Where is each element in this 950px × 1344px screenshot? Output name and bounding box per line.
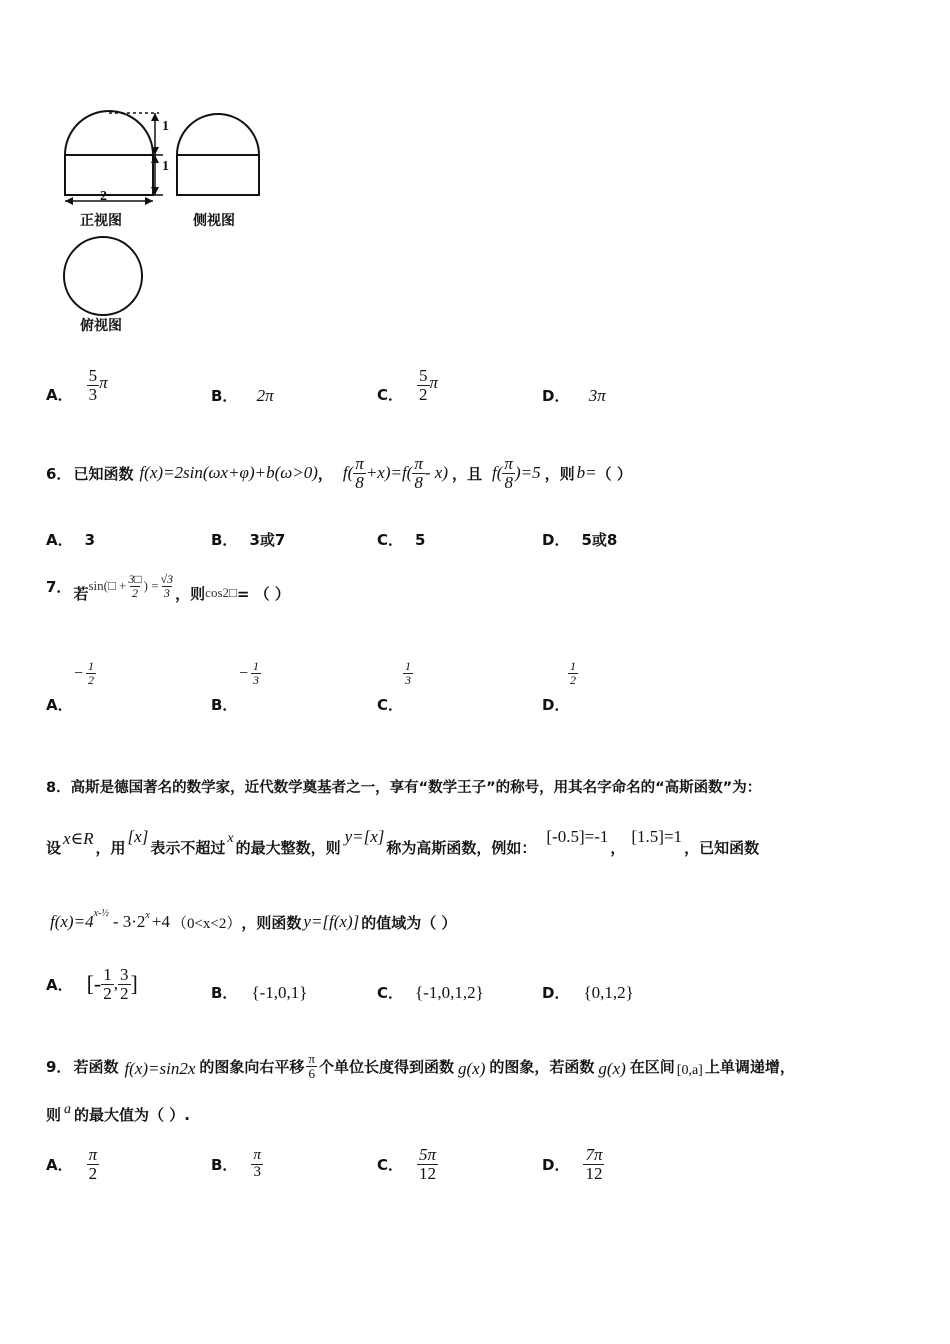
question-9-line-2: 则 a 的最大值为（ ）. [46, 1102, 190, 1124]
q7-option-a[interactable]: A． − $\frac{1}{2}$ [46, 659, 94, 714]
q9-option-b[interactable]: B． $\frac{\pi}{3}$ [211, 1146, 261, 1180]
dim-label-top: 1 [162, 119, 169, 134]
q9-option-a[interactable]: A． $\frac{\pi}{2}$ [46, 1144, 98, 1183]
q8-option-c[interactable]: C． {-1,0,1,2} [377, 983, 484, 1002]
q5-option-d[interactable]: D． 3π [542, 386, 606, 405]
q6-option-c[interactable]: C． 5 [377, 531, 426, 549]
q6-option-b[interactable]: B． 3或7 [211, 531, 286, 549]
q6-option-d[interactable]: D． 5或8 [542, 531, 618, 549]
q9-option-c[interactable]: C． $\frac{5\pi}{12}$ [377, 1144, 437, 1183]
front-view-shape [65, 111, 153, 195]
q5-option-c-fraction: $\frac{5}{2}$ [419, 365, 428, 404]
q5-option-b[interactable]: B． 2π [211, 386, 274, 405]
q7-option-c[interactable]: C． $\frac{1}{3}$ [377, 659, 411, 714]
dim-label-bottom: 1 [162, 159, 169, 174]
question-6: 6． 已知函数 f(x)=2sin(ωx+φ)+b(ω>0) ， f( $\frac{\pi}{8}$ +x)=f( $\frac{\pi}{8}$ - x) ，且 f( $\frac{\pi}{8}$ )=5 ，则 b= （ ） [46, 453, 632, 492]
q5-option-c[interactable]: C． $\frac{5}{2}$ π [377, 365, 439, 404]
side-view-label: 侧视图 [193, 213, 235, 229]
top-view-label: 俯视图 [80, 318, 122, 334]
question-8-line-3: f(x)=4 x-½ - 3·2 x +4 （0<x<2） ，则函数 y=[f(x)] 的值域为（ ） [50, 907, 457, 932]
front-view-label: 正视图 [80, 213, 122, 229]
question-9-line-1: 9． 若函数 f(x)=sin2x 的图象向右平移 $\frac{\pi}{6}$ 个单位长度得到函数 g(x) 的图象，若函数 g(x) 在区间 [0,a] 上单调递增， [46, 1050, 795, 1081]
dim-label-width: 2 [100, 189, 107, 204]
top-view-circle [64, 237, 142, 315]
question-7: 7． 若 sin(□ + $\frac{3□}{2}$ ) = $\frac{√3}{3}$ ，则 cos2□ = （ ） [46, 571, 290, 603]
question-8-line-1: 8．高斯是德国著名的数学家，近代数学奠基者之一，享有“数学王子”的称号，用其名字命名的“高斯函数”为： [46, 780, 762, 796]
q7-option-b[interactable]: B． − $\frac{1}{3}$ [211, 659, 259, 714]
q9-option-d[interactable]: D． $\frac{7\pi}{12}$ [542, 1144, 603, 1183]
q7-option-d[interactable]: D． $\frac{1}{2}$ [542, 659, 576, 714]
q8-option-b[interactable]: B． {-1,0,1} [211, 983, 308, 1002]
q6-option-a[interactable]: A． 3 [46, 531, 96, 549]
question-8-line-2: 设 x∈R ，用 [x] 表示不超过 x 的最大整数，则 y=[x] 称为高斯函数，例如： [-0.5]=-1 ， [1.5]=1 ，已知函数 [46, 827, 760, 857]
q8-option-d[interactable]: D． {0,1,2} [542, 983, 634, 1002]
q8-option-a[interactable]: A． [- $\frac{1}{2}$ , $\frac{3}{2}$ ] [46, 964, 138, 1003]
q5-option-a-fraction: $\frac{5}{3}$ [88, 365, 98, 404]
q5-option-a[interactable]: A． $\frac{5}{3}$ π [46, 365, 108, 404]
